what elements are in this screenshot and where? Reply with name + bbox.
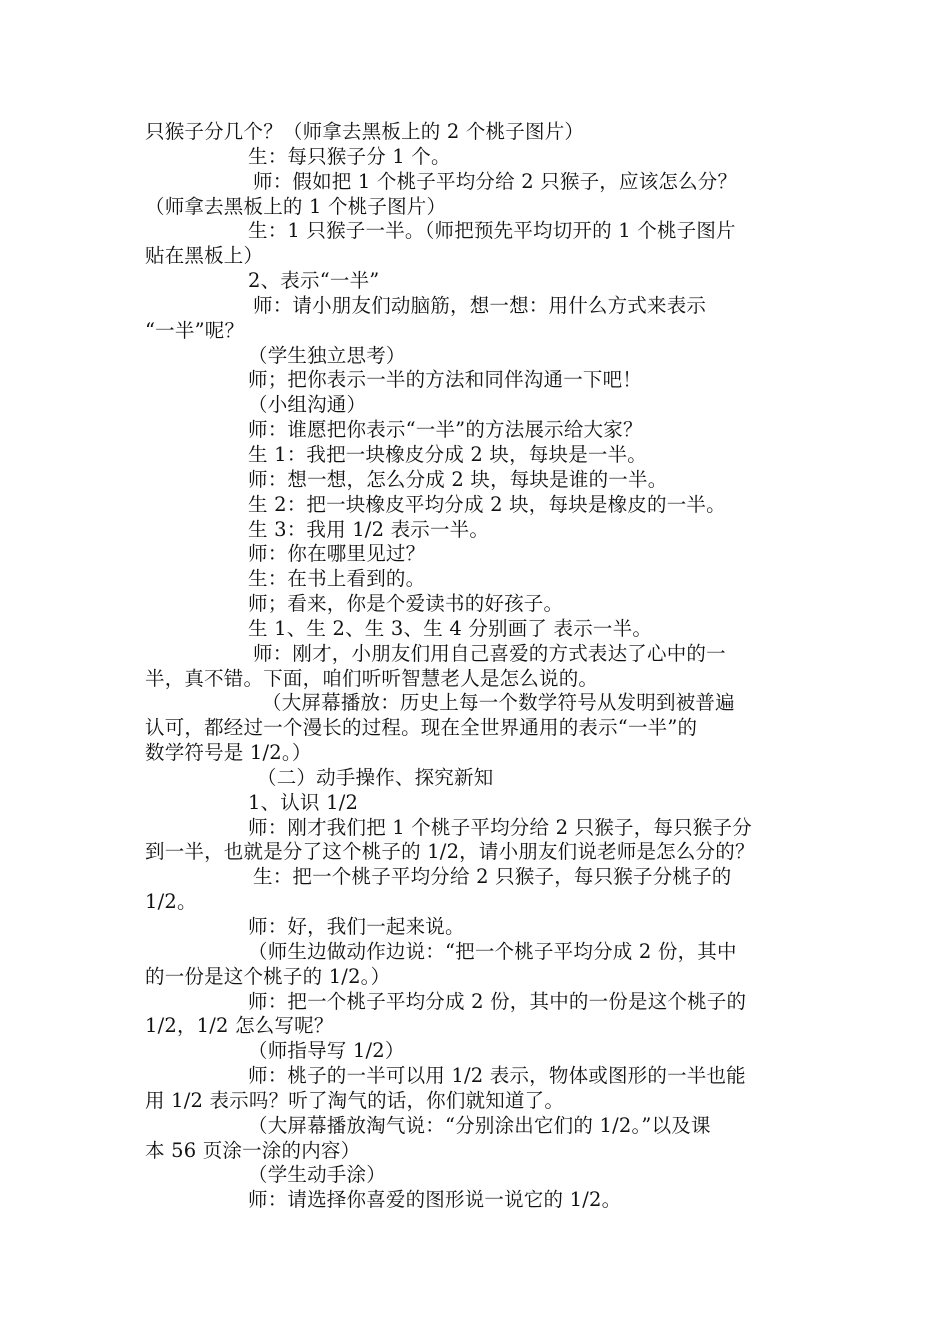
text-line: （师指导写 1/2） <box>248 1039 405 1063</box>
text-line: 生 3：我用 1/2 表示一半。 <box>248 517 490 541</box>
text-line: 师：谁愿把你表示“一半”的方法展示给大家？ <box>248 418 643 442</box>
text-line: 生 1、生 2、生 3、生 4 分别画了 表示一半。 <box>248 616 653 640</box>
text-line: 师：假如把 1 个桃子平均分给 2 只猴子，应该怎么分？ <box>253 169 738 193</box>
text-line: 师：刚才，小朋友们用自己喜爱的方式表达了心中的一 <box>253 641 726 665</box>
text-line: 师：请小朋友们动脑筋，想一想：用什么方式来表示 <box>253 293 707 317</box>
text-line: 只猴子分几个？（师拿去黑板上的 2 个桃子图片） <box>145 120 585 143</box>
text-line: 师：你在哪里见过？ <box>248 542 426 566</box>
text-line: 生：每只猴子分 1 个。 <box>248 144 451 168</box>
text-line: 师：请选择你喜爱的图形说一说它的 1/2。 <box>248 1188 622 1212</box>
text-line: 师；把你表示一半的方法和同伴沟通一下吧！ <box>248 368 643 392</box>
text-line: 贴在黑板上） <box>145 244 264 268</box>
text-line: 师：把一个桃子平均分成 2 份，其中的一份是这个桃子的 <box>248 989 747 1013</box>
text-line: 半，真不错。下面，咱们听听智慧老人是怎么说的。 <box>145 666 599 690</box>
text-line: （学生动手涂） <box>248 1163 386 1187</box>
text-line: 生：把一个桃子平均分给 2 只猴子，每只猴子分桃子的 <box>253 865 732 889</box>
text-line: 师：想一想，怎么分成 2 块，每块是谁的一半。 <box>248 467 668 491</box>
text-line: （二）动手操作、探究新知 <box>257 765 494 789</box>
text-line: 生：在书上看到的。 <box>248 567 426 591</box>
text-line: 师：刚才我们把 1 个桃子平均分给 2 只猴子，每只猴子分 <box>248 815 752 839</box>
text-line: 2、表示“一半” <box>248 269 380 293</box>
text-line: （小组沟通） <box>248 393 367 417</box>
text-line: 的一份是这个桃子的 1/2。） <box>145 964 391 988</box>
text-line: （大屏幕播放：历史上每一个数学符号从发明到被普遍 <box>262 691 735 715</box>
text-line: 生 1：我把一块橡皮分成 2 块，每块是一半。 <box>248 442 648 466</box>
text-line: （学生独立思考） <box>248 343 406 367</box>
text-line: 数学符号是 1/2。） <box>145 741 312 765</box>
text-line: （大屏幕播放淘气说：“分别涂出它们的 1/2。”以及课 <box>248 1113 711 1137</box>
text-line: 1/2。 <box>145 890 197 914</box>
text-line: 师：好，我们一起来说。 <box>248 915 465 938</box>
document-body <box>145 120 813 1213</box>
text-line: 生：1 只猴子一半。（师把预先平均切开的 1 个桃子图片 <box>248 219 736 243</box>
text-line: （师生边做动作边说：“把一个桃子平均分成 2 份，其中 <box>248 939 737 963</box>
text-line: 用 1/2 表示吗？听了淘气的话，你们就知道了。 <box>145 1088 565 1112</box>
text-line: 师：桃子的一半可以用 1/2 表示，物体或图形的一半也能 <box>248 1064 746 1088</box>
text-line: 生 2：把一块橡皮平均分成 2 块，每块是橡皮的一半。 <box>248 492 726 516</box>
text-line: （师拿去黑板上的 1 个桃子图片） <box>145 194 447 218</box>
text-line: 认可，都经过一个漫长的过程。现在全世界通用的表示“一半”的 <box>145 716 698 740</box>
text-line: 到一半，也就是分了这个桃子的 1/2，请小朋友们说老师是怎么分的？ <box>145 840 755 864</box>
text-line: 1、认识 1/2 <box>248 790 359 814</box>
text-line: “一半”呢？ <box>145 318 245 342</box>
text-line: 1/2，1/2 怎么写呢？ <box>145 1014 334 1038</box>
text-line: 师；看来，你是个爱读书的好孩子。 <box>248 592 564 616</box>
text-line: 本 56 页涂一涂的内容） <box>145 1138 361 1162</box>
